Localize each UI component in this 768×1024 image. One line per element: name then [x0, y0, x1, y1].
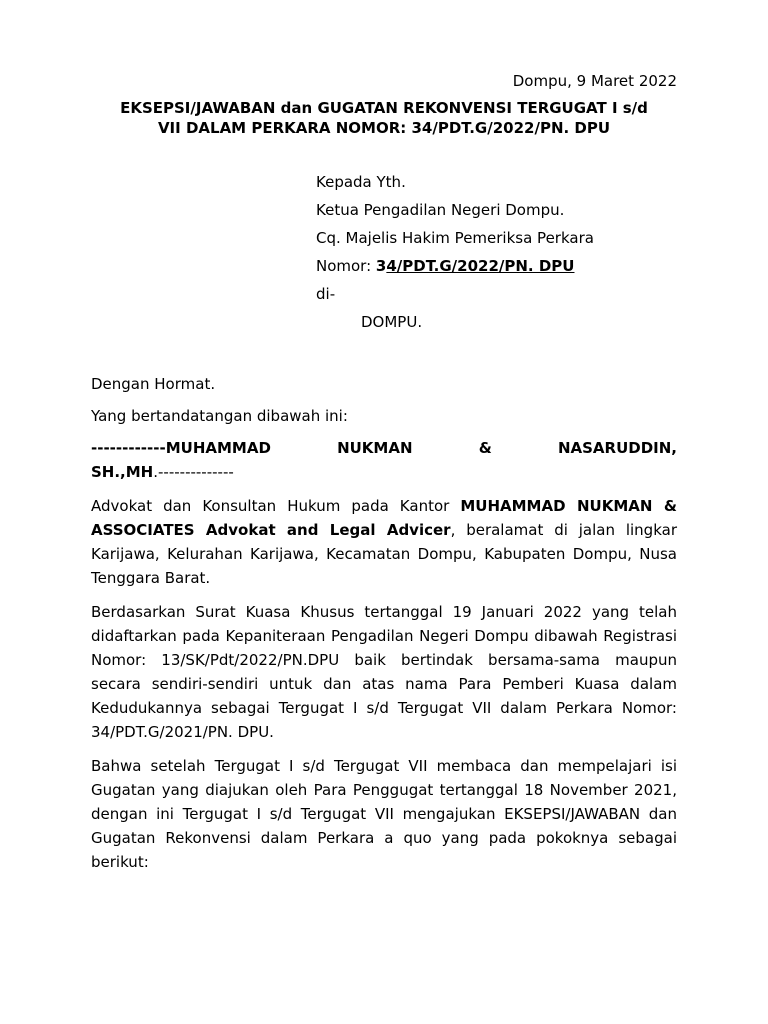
addressee-line-1: Kepada Yth.: [316, 173, 406, 191]
names-line-2: [91, 460, 677, 484]
names-line-1: [91, 436, 677, 460]
title-line-2: VII DALAM PERKARA NOMOR: 34/PDT.G/2022/PN. DPU: [157, 119, 611, 137]
name-word-1: ------------MUHAMMAD: [91, 439, 271, 457]
paragraph-advocate-lead: Advokat dan Konsultan Hukum pada Kantor: [91, 497, 461, 515]
name-word-4: NASARUDDIN,: [557, 439, 677, 457]
name-word-3: &: [478, 439, 492, 457]
addressee-block: [316, 172, 594, 340]
signatory-names: [91, 436, 677, 484]
paragraph-submission: Bahwa setelah Tergugat I s/d Tergugat VII membaca dan mempelajari isi Gugatan yang diajukan oleh Para Penggugat tertanggal 18 November 2021, dengan ini Tergugat I s/d Tergugat VII mengajukan EKSEPSI/JAWABAN dan Gugatan Rekonvensi dalam Perkara a quo yang pada pokoknya sebagai berikut:: [91, 757, 677, 871]
case-number-label: Nomor:: [316, 257, 376, 275]
paragraph-power-of-attorney: Berdasarkan Surat Kuasa Khusus tertanggal 19 Januari 2022 yang telah didaftarkan pada Kepaniteraan Pengadilan Negeri Dompu dibawah Registrasi Nomor: 13/SK/Pdt/2022/PN.DPU baik bertindak bersama-sama maupun secara sendiri-sendiri untuk dan atas nama Para Pemberi Kuasa dalam Kedudukannya sebagai Tergugat I s/d Tergugat VII dalam Perkara Nomor: 34/PDT.G/2021/PN. DPU.: [91, 603, 677, 741]
addressee-case-number: [316, 256, 594, 284]
document-title: [91, 98, 677, 138]
greeting: Dengan Hormat.: [91, 375, 216, 393]
paragraph-advocate-address: , beralamat di jalan lingkar Karijawa, Kelurahan Karijawa, Kecamatan Dompu, Kabupaten Dompu, Nusa Tenggara Barat.: [91, 521, 677, 587]
intro-line: Yang bertandatangan dibawah ini:: [91, 407, 348, 425]
name-word-2: NUKMAN: [337, 439, 413, 457]
addressee-line-3: Cq. Majelis Hakim Pemeriksa Perkara: [316, 229, 594, 247]
names-title: SH.,MH: [91, 463, 154, 481]
addressee-city: DOMPU.: [361, 313, 423, 331]
case-number-bold: 3: [375, 257, 387, 275]
case-number-underlined: 4/PDT.G/2022/PN. DPU: [386, 257, 575, 275]
title-line-1: EKSEPSI/JAWABAN dan GUGATAN REKONVENSI TERGUGAT I s/d: [120, 99, 648, 117]
firm-name: MUHAMMAD NUKMAN & ASSOCIATES Advokat and Legal Advicer: [91, 497, 678, 539]
addressee-line-2: Ketua Pengadilan Negeri Dompu.: [316, 201, 565, 219]
date-line: Dompu, 9 Maret 2022: [512, 72, 677, 90]
names-dashes: .--------------: [153, 463, 234, 481]
paragraph-advocate: [91, 494, 677, 590]
document-body: [91, 372, 677, 874]
addressee-line-5: di-: [316, 285, 336, 303]
